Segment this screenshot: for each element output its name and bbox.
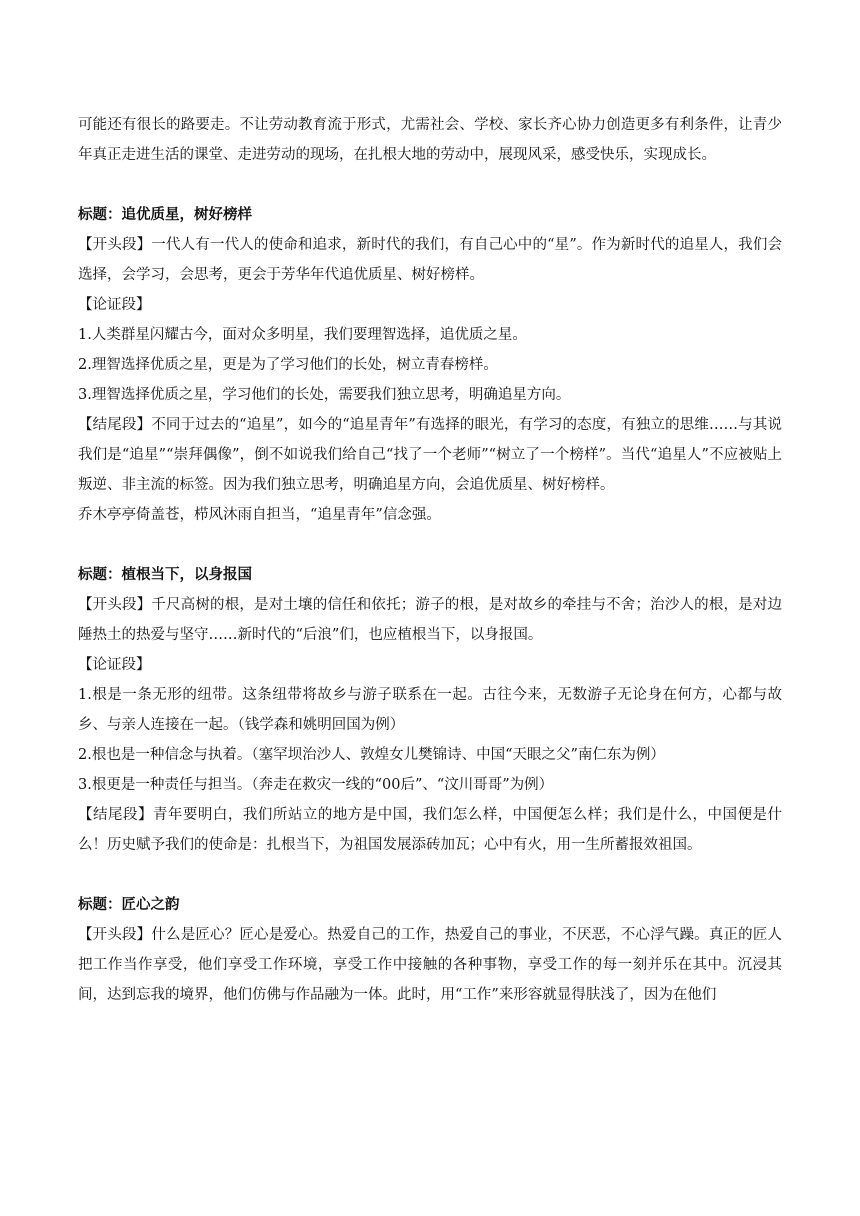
argument-point: 1.人类群星闪耀古今，面对众多明星，我们要理智选择，追优质之星。: [78, 327, 527, 343]
argument-point: 2.根也是一种信念与执着。（塞罕坝治沙人、敦煌女儿樊锦诗、中国“天眼之父”南仁东为例）: [78, 747, 665, 763]
opening-paragraph: 【开头段】千尺高树的根，是对土壤的信任和依托；游子的根，是对故乡的牵挂与不舍；治沙人的根，是对边陲热土的热爱与坚守……新时代的“后浪”们，也应植根当下，以身报国。: [78, 597, 782, 643]
closing-line: 乔木亭亭倚盖苍，栉风沐雨自担当，“追星青年”信念强。: [78, 507, 441, 523]
ending-paragraph: 【结尾段】不同于过去的“追星”，如今的“追星青年”有选择的眼光，有学习的态度，有独立的思维……与其说我们是“追星”“崇拜偶像”，倒不如说我们给自己“找了一个老师”“树立了一个榜样”。当代“追星人”不应被贴上叛逆、非主流的标签。因为我们独立思考，明确追星方向，会追优质星、树好榜样。: [78, 417, 782, 493]
section-title: 标题：追优质星，树好榜样: [78, 207, 252, 223]
opening-paragraph: 【开头段】什么是匠心？匠心是爱心。热爱自己的工作，热爱自己的事业，不厌恶，不心浮气躁。真正的匠人把工作当作享受，他们享受工作环境，享受工作中接触的各种事物，享受工作的每一刻并乐在其中。沉浸其间，达到忘我的境界，他们仿佛与作品融为一体。此时，用“工作”来形容就显得肤浅了，因为在他们: [78, 927, 782, 1003]
argument-label: 【论证段】: [78, 657, 151, 673]
section-title: 标题：匠心之韵: [78, 897, 180, 913]
document-page: [78, 110, 782, 1010]
section-spacer: [78, 530, 782, 560]
section-spacer: [78, 170, 782, 200]
section-title: 标题：植根当下，以身报国: [78, 567, 252, 583]
intro-paragraph: 可能还有很长的路要走。不让劳动教育流于形式，尤需社会、学校、家长齐心协力创造更多有利条件，让青少年真正走进生活的课堂、走进劳动的现场，在扎根大地的劳动中，展现风采，感受快乐，实现成长。: [78, 117, 782, 163]
argument-label: 【论证段】: [78, 297, 151, 313]
argument-point: 3.根更是一种责任与担当。（奔走在救灾一线的“00后”、“汶川哥哥”为例）: [78, 777, 554, 793]
argument-point: 2.理智选择优质之星，更是为了学习他们的长处，树立青春榜样。: [78, 357, 498, 373]
argument-point: 1.根是一条无形的纽带。这条纽带将故乡与游子联系在一起。古往今来，无数游子无论身在何方，心都与故乡、与亲人连接在一起。（钱学森和姚明回国为例）: [78, 687, 782, 733]
argument-point: 3.理智选择优质之星，学习他们的长处，需要我们独立思考，明确追星方向。: [78, 387, 571, 403]
section-spacer: [78, 860, 782, 890]
ending-paragraph: 【结尾段】青年要明白，我们所站立的地方是中国，我们怎么样，中国便怎么样；我们是什么，中国便是什么！历史赋予我们的使命是：扎根当下，为祖国发展添砖加瓦；心中有火，用一生所蓄报效祖国。: [78, 807, 782, 853]
opening-paragraph: 【开头段】一代人有一代人的使命和追求，新时代的我们，有自己心中的“星”。作为新时代的追星人，我们会选择，会学习，会思考，更会于芳华年代追优质星、树好榜样。: [78, 237, 782, 283]
